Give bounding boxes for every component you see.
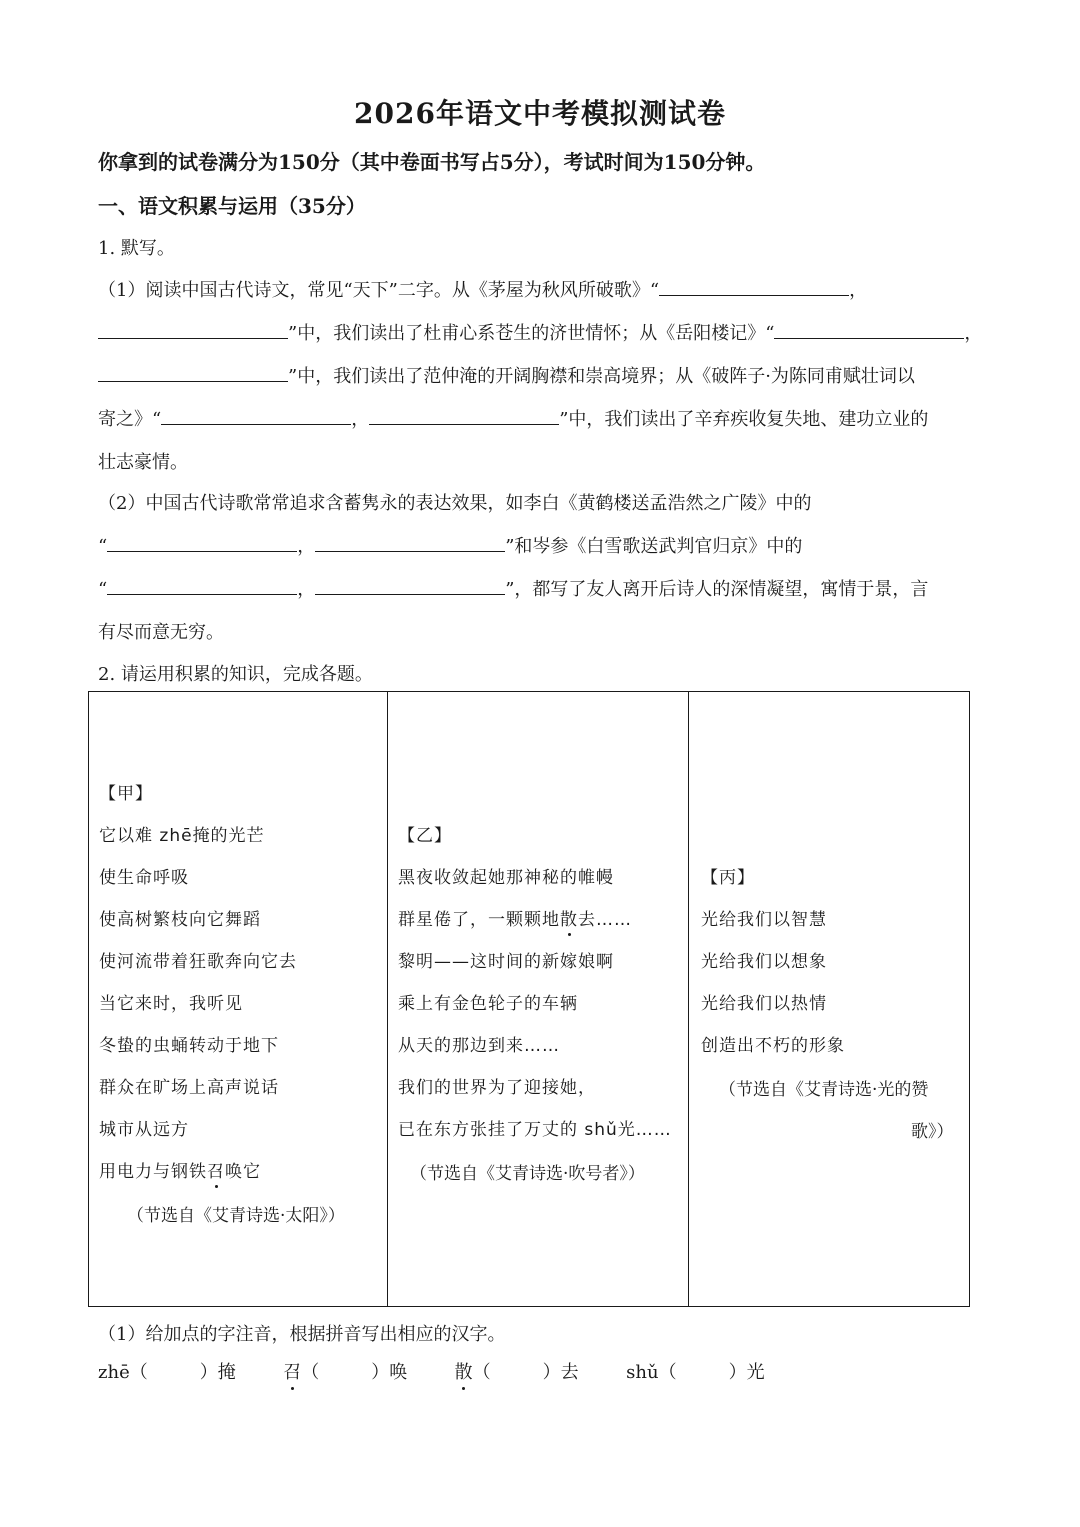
answer-blank[interactable] bbox=[369, 406, 559, 425]
answer-blank[interactable] bbox=[659, 277, 849, 296]
text-segment: ）光 bbox=[728, 1362, 765, 1383]
answer-blank[interactable] bbox=[774, 320, 964, 339]
answer-blank[interactable] bbox=[161, 406, 351, 425]
text-segment: ）去 bbox=[542, 1362, 579, 1383]
page-title: 2026年语文中考模拟测试卷 bbox=[354, 97, 726, 130]
question-1-label: 1. 默写。 bbox=[98, 238, 175, 259]
poem-tag: 【甲】 bbox=[99, 784, 153, 804]
text-segment: 掩的光芒 bbox=[192, 826, 265, 846]
text-segment: （ bbox=[472, 1362, 491, 1383]
text-segment: shǔ（ bbox=[626, 1362, 677, 1383]
q1-p2-line2 bbox=[98, 532, 802, 558]
text-segment: 用电力与钢铁 bbox=[99, 1162, 207, 1182]
poem-line: 我们的世界为了迎接她， bbox=[398, 1078, 596, 1098]
answer-blank[interactable] bbox=[98, 320, 288, 339]
poem-line: 光给我们以智慧 bbox=[701, 910, 827, 930]
q1-p1-line2 bbox=[98, 319, 982, 345]
poem-source: （节选自《艾青诗选·太阳》） bbox=[127, 1206, 345, 1226]
q1-p1-line1 bbox=[98, 276, 867, 302]
text-segment: 它以难 zhē bbox=[99, 826, 193, 846]
text-segment: ”中，我们读出了范仲淹的开阔胸襟和崇高境界；从《破阵子·为陈同甫赋壮词以 bbox=[288, 366, 915, 387]
poem-line: 使河流带着狂歌奔向它去 bbox=[99, 952, 297, 972]
text-segment: ， bbox=[964, 323, 983, 344]
q2-sub1-label: （1）给加点的字注音，根据拼音写出相应的汉字。 bbox=[98, 1324, 506, 1345]
answer-blank[interactable] bbox=[315, 576, 505, 595]
q2-sub1-items bbox=[98, 1358, 765, 1384]
dotted-character: 散 bbox=[455, 1358, 473, 1384]
text-segment: ”中，我们读出了杜甫心系苍生的济世情怀；从《岳阳楼记》“ bbox=[288, 323, 775, 344]
text-segment: ， bbox=[849, 280, 868, 301]
text-segment: 唤它 bbox=[225, 1162, 261, 1182]
poem-column-jia bbox=[89, 692, 388, 1306]
q1-p2-line3 bbox=[98, 575, 928, 601]
poem-source: 歌》） bbox=[911, 1122, 954, 1142]
poem-table bbox=[88, 691, 970, 1307]
poem-line bbox=[99, 1157, 261, 1182]
q1-p2-line4: 有尽而意无穷。 bbox=[98, 622, 224, 643]
text-segment: ， bbox=[297, 579, 316, 600]
poem-line: 群众在旷场上高声说话 bbox=[99, 1078, 279, 1098]
text-segment: ”中，我们读出了辛弃疾收复失地、建功立业的 bbox=[559, 409, 929, 430]
answer-blank[interactable] bbox=[98, 363, 288, 382]
poem-tag: 【乙】 bbox=[398, 826, 452, 846]
q1-p1-line3 bbox=[98, 362, 915, 388]
poem-line: 使高树繁枝向它舞蹈 bbox=[99, 910, 261, 930]
section-heading: 一、语文积累与运用（35分） bbox=[98, 194, 366, 218]
question-2-label: 2. 请运用积累的知识，完成各题。 bbox=[98, 664, 373, 685]
answer-blank[interactable] bbox=[107, 576, 297, 595]
poem-line: 乘上有金色轮子的车辆 bbox=[398, 994, 578, 1014]
poem-line: 使生命呼吸 bbox=[99, 868, 189, 888]
answer-blank[interactable] bbox=[315, 533, 505, 552]
text-segment: ， bbox=[297, 536, 316, 557]
poem-line: 冬蛰的虫蛹转动于地下 bbox=[99, 1036, 279, 1056]
poem-line: 黎明——这时间的新嫁娘啊 bbox=[398, 952, 614, 972]
poem-line bbox=[99, 821, 265, 846]
poem-line: 黑夜收敛起她那神秘的帷幔 bbox=[398, 868, 614, 888]
q1-p1-line4 bbox=[98, 405, 928, 431]
dotted-character: 召 bbox=[283, 1358, 301, 1384]
text-segment: zhē（ bbox=[98, 1362, 148, 1383]
text-segment: ）掩 bbox=[199, 1362, 236, 1383]
poem-line: 光给我们以想象 bbox=[701, 952, 827, 972]
text-segment: ”和岑参《白雪歌送武判官归京》中的 bbox=[505, 536, 803, 557]
text-segment: （1）阅读中国古代诗文，常见“天下”二字。从《茅屋为秋风所破歌》“ bbox=[98, 280, 660, 301]
poem-line: 创造出不朽的形象 bbox=[701, 1036, 845, 1056]
text-segment: ）唤 bbox=[371, 1362, 408, 1383]
poem-line: 城市从远方 bbox=[99, 1120, 189, 1140]
text-segment: ”，都写了友人离开后诗人的深情凝望，寓情于景，言 bbox=[505, 579, 929, 600]
dotted-character: 召 bbox=[207, 1157, 225, 1182]
q1-p2-line1: （2）中国古代诗歌常常追求含蓄隽永的表达效果，如李白《黄鹤楼送孟浩然之广陵》中的 bbox=[98, 493, 812, 514]
poem-tag: 【丙】 bbox=[701, 868, 755, 888]
poem-column-bing bbox=[689, 692, 969, 1306]
poem-source: （节选自《艾青诗选·吹号者》） bbox=[410, 1164, 645, 1184]
poem-source: （节选自《艾青诗选·光的赞 bbox=[719, 1080, 929, 1100]
text-segment: 群星倦了，一颗颗地 bbox=[398, 910, 560, 930]
exam-notice: 你拿到的试卷满分为150分（其中卷面书写占5分），考试时间为150分钟。 bbox=[98, 150, 766, 174]
text-segment: “ bbox=[98, 579, 108, 600]
answer-blank[interactable] bbox=[107, 533, 297, 552]
text-segment: ， bbox=[351, 409, 370, 430]
poem-line: 光给我们以热情 bbox=[701, 994, 827, 1014]
poem-line bbox=[398, 905, 632, 930]
q1-p1-line5: 壮志豪情。 bbox=[98, 452, 188, 473]
text-segment: 去…… bbox=[578, 910, 632, 930]
text-segment: 寄之》“ bbox=[98, 409, 162, 430]
text-segment: （ bbox=[301, 1362, 320, 1383]
poem-line: 当它来时，我听见 bbox=[99, 994, 243, 1014]
poem-line: 从天的那边到来…… bbox=[398, 1036, 560, 1056]
text-segment: “ bbox=[98, 536, 108, 557]
dotted-character: 散 bbox=[560, 905, 578, 930]
poem-line: 已在东方张挂了万丈的 shǔ光…… bbox=[398, 1120, 672, 1140]
poem-column-yi bbox=[388, 692, 689, 1306]
